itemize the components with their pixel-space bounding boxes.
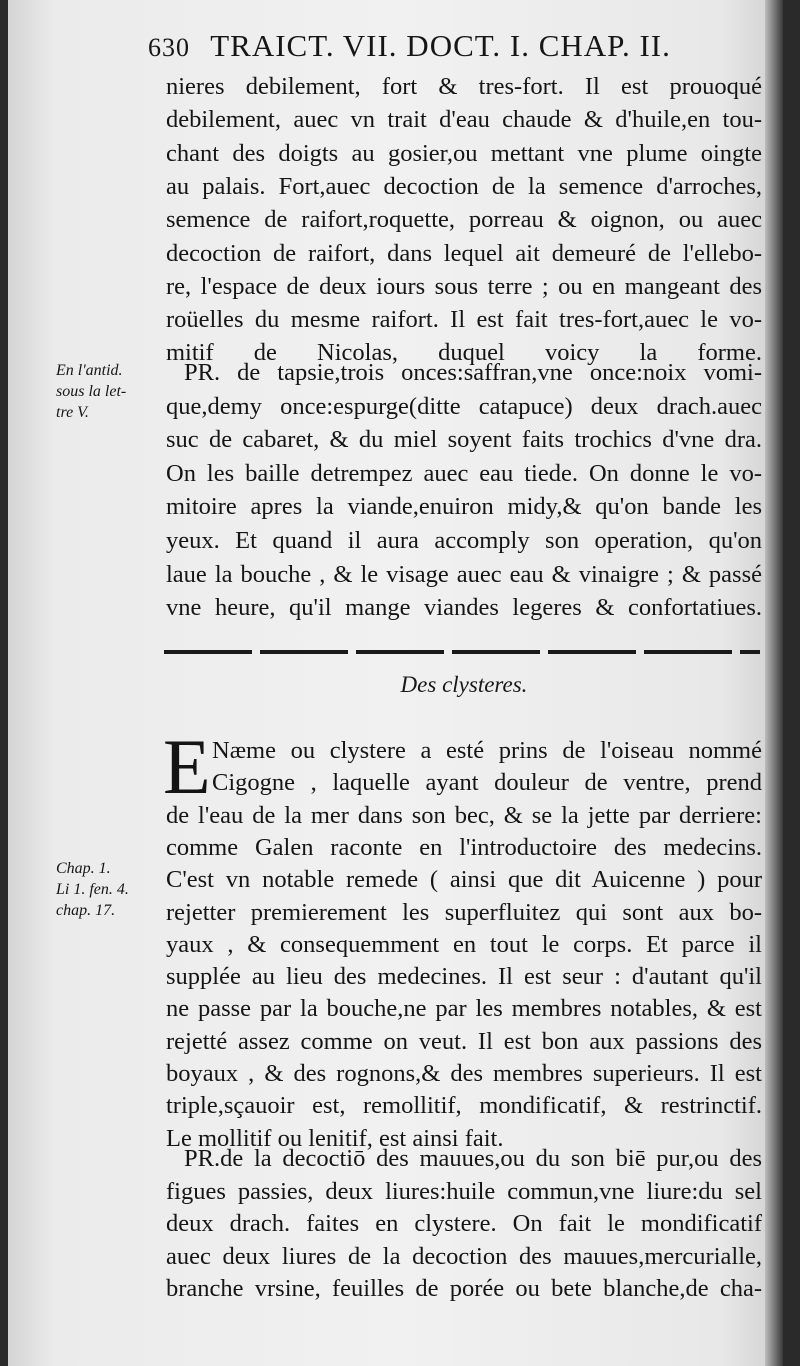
text-line: C'est vn notable remede ( ainsi que dit Auicenne ) pour	[166, 866, 762, 894]
text-line: laue la bouche , & le visage auec eau & vinaigre ; & passé	[166, 560, 762, 588]
text-line: de l'eau de la mer dans son bec, & se la jette par derriere:	[166, 801, 762, 829]
text-line: PR. de tapsie,trois onces:saffran,vne once:noix vomi-	[184, 359, 762, 386]
margin-note-line: Li 1. fen. 4.	[56, 881, 129, 898]
page-number: 630	[148, 33, 190, 62]
text-line: Næme ou clystere a esté prins de l'oiseau nommé	[212, 737, 762, 764]
text-line: auec deux liures de la decoction des mauues,mercurialle,	[166, 1242, 762, 1270]
drop-capital: E	[163, 723, 211, 810]
text-line: roüelles du mesme raifort. Il est fait tres-fort,auec le vo-	[166, 306, 762, 334]
margin-note-line: En l'antid.	[56, 362, 123, 379]
text-line: semence de raifort,roquette, porreau & oignon, ou auec	[166, 206, 762, 234]
text-line: nieres debilement, fort & tres-fort. Il est prouoqué	[166, 73, 762, 100]
page-binding-shadow	[765, 0, 783, 1366]
text-line: Le mollitif ou lenitif, est ainsi fait.	[166, 1124, 504, 1152]
margin-note-line: chap. 17.	[56, 902, 116, 919]
text-line: rejetté assez comme on veut. Il est bon aux passions des	[166, 1027, 762, 1055]
text-line: ne passe par la bouche,ne par les membres notables, & est	[166, 995, 762, 1023]
text-line: Cigogne , laquelle ayant douleur de ventre, prend	[212, 769, 762, 797]
running-title: TRAICT. VII. DOCT. I. CHAP. II.	[210, 28, 671, 63]
text-line: vne heure, qu'il mange viandes legeres & confortatiues.	[166, 594, 762, 622]
margin-note-antidotaire	[56, 360, 166, 423]
text-line: yeux. Et quand il aura accomply son operation, qu'on	[166, 527, 762, 554]
margin-note-line: Chap. 1.	[56, 860, 111, 877]
text-line: PR.de la decoctiō des mauues,ou du son biē pur,ou des	[184, 1145, 762, 1172]
text-line: supplée au lieu des medecines. Il est seur : d'autant qu'il	[166, 963, 762, 991]
section-divider	[164, 650, 760, 654]
text-line: branche vrsine, feuilles de porée ou bete blanche,de cha-	[166, 1275, 762, 1302]
text-line: decoction de raifort, dans lequel ait demeuré de l'ellebo-	[166, 239, 762, 267]
text-line: triple,sçauoir est, remollitif, mondificatif, & restrinctif.	[166, 1092, 762, 1120]
text-line: yaux , & consequemment en tout le corps. Et parce il	[166, 930, 762, 958]
text-line: rejetter premierement les superfluitez qui sont aux bo-	[166, 898, 762, 926]
text-line: chant des doigts au gosier,ou mettant vne plume oingte	[166, 139, 762, 167]
text-line: que,demy once:espurge(ditte catapuce) deux drach.auec	[166, 392, 762, 420]
text-line: mitif de Nicolas, duquel voicy la forme.	[166, 339, 762, 367]
text-line: debilement, auec vn trait d'eau chaude & d'huile,en tou-	[166, 106, 762, 134]
text-line: boyaux , & des rognons,& des membres superieurs. Il est	[166, 1060, 762, 1087]
text-line: comme Galen raconte en l'introductoire des medecins.	[166, 833, 762, 861]
margin-note-line: tre V.	[56, 404, 89, 421]
margin-note-line: sous la let-	[56, 383, 127, 400]
text-line: deux drach. faites en clystere. On fait le mondificatif	[166, 1210, 762, 1237]
text-line: re, l'espace de deux iours sous terre ; ou en mangeant des	[166, 272, 762, 300]
section-title: Des clysteres.	[400, 672, 528, 697]
text-line: au palais. Fort,auec decoction de la semence d'arroches,	[166, 172, 762, 200]
running-header	[148, 28, 758, 64]
book-page	[8, 0, 783, 1366]
text-line: figues passies, deux liures:huile commun,vne liure:du sel	[166, 1177, 762, 1205]
text-line: suc de cabaret, & du miel soyent faits trochics d'vne dra.	[166, 426, 762, 454]
text-line: mitoire apres la viande,enuiron midy,& qu'on bande les	[166, 493, 762, 521]
margin-note-auicenne	[56, 858, 166, 921]
text-line: On les baille detrempez auec eau tiede. On donne le vo-	[166, 459, 762, 487]
